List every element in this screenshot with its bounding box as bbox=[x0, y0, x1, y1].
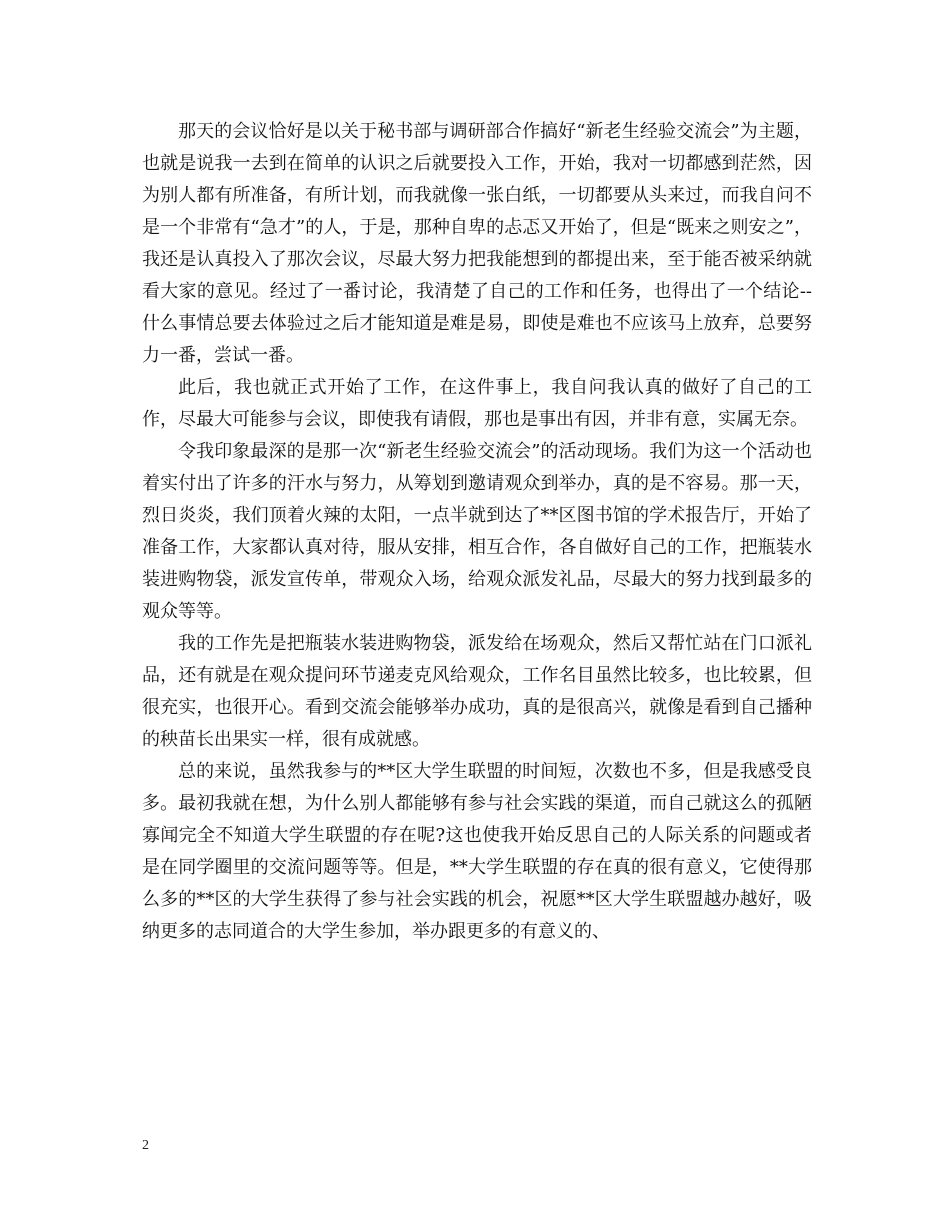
page-number: 2 bbox=[142, 1138, 149, 1153]
document-body bbox=[142, 116, 812, 948]
paragraph-5: 总的来说，虽然我参与的**区大学生联盟的时间短，次数也不多，但是我感受良多。最初我就在想，为什么别人都能够有参与社会实践的渠道，而自己就这么的孤陋寡闻完全不知道大学生联盟的存在呢?这也使我开始反思自己的人际关系的问题或者是在同学圈里的交流问题等等。但是，**大学生联盟的存在真的很有意义，它使得那么多的**区的大学生获得了参与社会实践的机会，祝愿**区大学生联盟越办越好，吸纳更多的志同道合的大学生参加，举办跟更多的有意义的、 bbox=[142, 761, 812, 942]
paragraph-1: 那天的会议恰好是以关于秘书部与调研部合作搞好“新老生经验交流会”为主题，也就是说我一去到在简单的认识之后就要投入工作，开始，我对一切都感到茫然，因为别人都有所准备，有所计划，而我就像一张白纸，一切都要从头来过，而我自问不是一个非常有“急才”的人，于是，那种自卑的忐忑又开始了，但是“既来之则安之”，我还是认真投入了那次会议，尽最大努力把我能想到的都提出来，至于能否被采纳就看大家的意见。经过了一番讨论，我清楚了自己的工作和任务，也得出了一个结论--什么事情总要去体验过之后才能知道是难是易，即使是难也不应该马上放弃，总要努力一番，尝试一番。 bbox=[142, 121, 812, 366]
paragraph-4: 我的工作先是把瓶装水装进购物袋，派发给在场观众，然后又帮忙站在门口派礼品，还有就是在观众提问环节递麦克风给观众，工作名目虽然比较多，也比较累，但很充实，也很开心。看到交流会能够举办成功，真的是很高兴，就像是看到自己播种的秧苗长出果实一样，很有成就感。 bbox=[142, 633, 812, 750]
paragraph-2: 此后，我也就正式开始了工作，在这件事上，我自问我认真的做好了自己的工作，尽最大可能参与会议，即使我有请假，那也是事出有因，并非有意，实属无奈。 bbox=[142, 377, 812, 430]
paragraph-3: 令我印象最深的是那一次“新老生经验交流会”的活动现场。我们为这一个活动也着实付出了许多的汗水与努力，从筹划到邀请观众到举办，真的是不容易。那一天，烈日炎炎，我们顶着火辣的太阳，一点半就到达了**区图书馆的学术报告厅，开始了准备工作，大家都认真对待，服从安排，相互合作，各自做好自己的工作，把瓶装水装进购物袋，派发宣传单，带观众入场，给观众派发礼品，尽最大的努力找到最多的观众等等。 bbox=[142, 441, 812, 622]
